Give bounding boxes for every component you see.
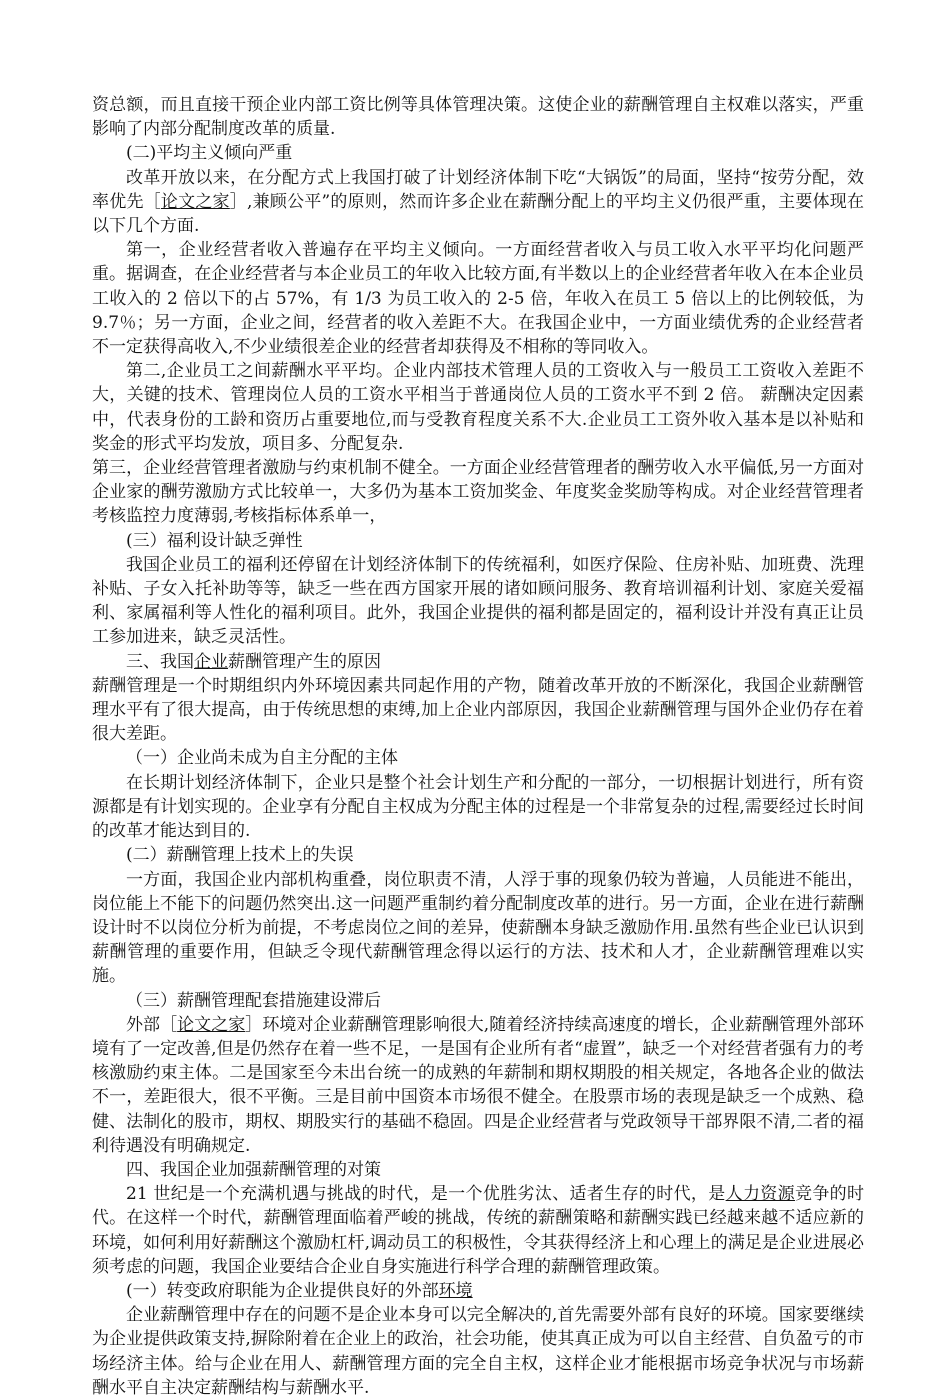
renli-ziyuan-link[interactable]: 人力资源 — [725, 1184, 795, 1205]
text-run: 我国企业员工的福利还停留在计划经济体制下的传统福利，如医疗保险、住房补贴、加班费、洗理补贴、子女入托补助等等，缺乏一些在西方国家开展的诸如顾问服务、教育培训福利计划、家庭关爱福利、家属福利等人性化的福利项目。此外，我国企业提供的福利都是固定的，福利设计并没有真正让员工参加进来，缺乏灵活性。 — [92, 554, 864, 648]
paragraph-12 — [92, 771, 864, 844]
heading-3-1 — [92, 746, 864, 770]
text-run: 第三，企业经营管理者激励与约束机制不健全。一方面企业经营管理者的酬劳收入水平偏低,另一方面对企业家的酬劳激励方式比较单一，大多仍为基本工资加奖金、年度奖金奖励等构成。对企业经营管理者考核监控力度薄弱,考核指标体系单一， — [92, 458, 864, 527]
text-run: (二）薪酬管理上技术上的失误 — [126, 845, 354, 866]
text-run: 在长期计划经济体制下，企业只是整个社会计划生产和分配的一部分，一切根据计划进行，所有资源都是有计划实现的。企业享有分配自主权成为分配主体的过程是一个非常复杂的过程,需要经过长时间的改革才能达到目的. — [92, 772, 864, 842]
huanjing-link[interactable]: 环境 — [438, 1280, 473, 1301]
paragraph-14 — [92, 868, 864, 989]
text-run: 改革开放以来，在分配方式上我国打破了计划经济体制下吃“大锅饭”的局面，坚持“按劳分配，效率优先［ — [92, 167, 864, 212]
heading-2-3 — [92, 529, 864, 553]
text-run: ］,兼顾公平”的原则，然而许多企业在薪酬分配上的平均主义仍很严重，主要体现在以下几个方面. — [92, 191, 865, 237]
heading-3-2 — [92, 843, 864, 867]
paragraph-4 — [92, 238, 864, 359]
heading-3-3 — [92, 989, 864, 1013]
text-run: ］环境对企业薪酬管理影响很大,随着经济持续高速度的增长，企业薪酬管理外部环境有了一定改善,但是仍然存在着一些不足，一是国有企业所有者“虚置”，缺乏一个对经营者强有力的考核激励约束主体。二是国家至今未出台统一的成熟的年薪制和期权期股的相关规定，各地各企业的做法不一，差距很大，很不平衡。三是目前中国资本市场很不健全。在股票市场的表现是缺乏一个成熟、稳健、法制化的股市，期权、期股实行的基础不稳固。四是企业经营者与党政领导干部界限不清,二者的福利待遇没有明确规定. — [92, 1014, 865, 1156]
paragraph-8 — [92, 553, 864, 650]
paragraph-20 — [92, 1303, 864, 1400]
paragraph-6 — [92, 456, 864, 529]
text-run: (二)平均主义倾向严重 — [126, 143, 293, 164]
text-run: （一）企业尚未成为自主分配的主体 — [126, 748, 398, 769]
paragraph-10 — [92, 674, 864, 747]
lunwen-zhijia-link-2[interactable]: 论文之家 — [177, 1014, 246, 1035]
paragraph-16 — [92, 1013, 864, 1158]
text-run: (一）转变政府职能为企业提供良好的外部 — [126, 1280, 439, 1301]
text-run: 四、我国企业加强薪酬管理的对策 — [126, 1159, 381, 1180]
text-run: 第一，企业经营者收入普遍存在平均主义倾向。一方面经营者收入与员工收入水平平均化问题严重。据调查，在企业经营者与本企业员工的年收入比较方面,有半数以上的企业经营者年收入在本企业员工收入的 2 倍以下的占 57%，有 1/3 为员工收入的 2-5 倍，年收入在员工 5 倍以上的比例较低，为 9.7％；另一方面，企业之间，经营者的收入差距不大。在我国企业中，一方面业绩优秀的企业经营者不一定获得高收入,不少业绩很差企业的经营者却获得及不相称的等同收入。 — [92, 240, 864, 358]
text-run: (三）福利设计缺乏弹性 — [126, 530, 303, 551]
text-run: 21 世纪是一个充满机遇与挑战的时代，是一个优胜劣汰、适者生存的时代，是 — [126, 1184, 726, 1205]
text-run: 第二,企业员工之间薪酬水平平均。企业内部技术管理人员的工资收入与一般员工工资收入差距不大，关键的技术、管理岗位人员的工资水平相当于普通岗位人员的工资水平不到 2 倍。 薪酬决定因素中，代表身份的工龄和资历占重要地位,而与受教育程度关系不大.企业员工工资外收入基本是以补贴和奖金的形式平均发放，项目多、分配复杂. — [92, 361, 864, 454]
text-run: 三、我国 — [126, 651, 194, 672]
text-run: （三）薪酬管理配套措施建设滞后 — [126, 990, 381, 1011]
text-run: 企业薪酬管理中存在的问题不是企业本身可以完全解决的,首先需要外部有良好的环境。国家要继续为企业提供政策支持,摒除附着在企业上的政治，社会功能，使其真正成为可以自主经营、自负盈亏的市场经济主体。给与企业在用人、薪酬管理方面的完全自主权，这样企业才能根据市场竞争状况与市场薪酬水平自主决定薪酬结构与薪酬水平. — [92, 1305, 864, 1398]
heading-2-2 — [92, 141, 864, 165]
paragraph-5 — [92, 359, 864, 456]
heading-4 — [92, 1158, 864, 1182]
text-run: 薪酬管理是一个时期组织内外环境因素共同起作用的产物，随着改革开放的不断深化，我国企业薪酬管理水平有了很大提高，由于传统思想的束缚,加上企业内部原因，我国企业薪酬管理与国外企业仍存在着很大差距。 — [92, 675, 864, 745]
text-run: 外部［ — [126, 1014, 178, 1035]
paragraph-3 — [92, 166, 864, 239]
heading-3 — [92, 650, 864, 674]
text-run: 资总额，而且直接干预企业内部工资比例等具体管理决策。这使企业的薪酬管理自主权难以落实，严重影响了内部分配制度改革的质量. — [92, 95, 864, 140]
text-run: 竞争的时代。在这样一个时代，薪酬管理面临着严峻的挑战，传统的薪酬策略和薪酬实践已经越来越不适应新的环境，如何利用好薪酬这个激励杠杆,调动员工的积极性，令其获得经济上和心理上的满足是企业进展必须考虑的问题，我国企业要结合企业自身实施进行科学合理的薪酬管理政策。 — [92, 1184, 865, 1277]
document-page — [92, 93, 864, 1400]
heading-4-1 — [92, 1279, 864, 1303]
lunwen-zhijia-link-1[interactable]: 论文之家 — [160, 191, 230, 212]
text-run: 薪酬管理产生的原因 — [228, 651, 381, 672]
text-run: 一方面，我国企业内部机构重叠，岗位职责不清，人浮于事的现象仍较为普遍，人员能进不能出，岗位能上不能下的问题仍然突出.这一问题严重制约着分配制度改革的进行。另一方面，企业在进行薪酬设计时不以岗位分析为前提，不考虑岗位之间的差异，使薪酬本身缺乏激励作用.虽然有些企业已认识到薪酬管理的重要作用，但缺乏令现代薪酬管理念得以运行的方法、技术和人才，企业薪酬管理难以实施。 — [92, 869, 864, 987]
qiye-link[interactable]: 企业 — [194, 651, 228, 672]
paragraph-1 — [92, 93, 864, 141]
paragraph-18 — [92, 1182, 864, 1279]
